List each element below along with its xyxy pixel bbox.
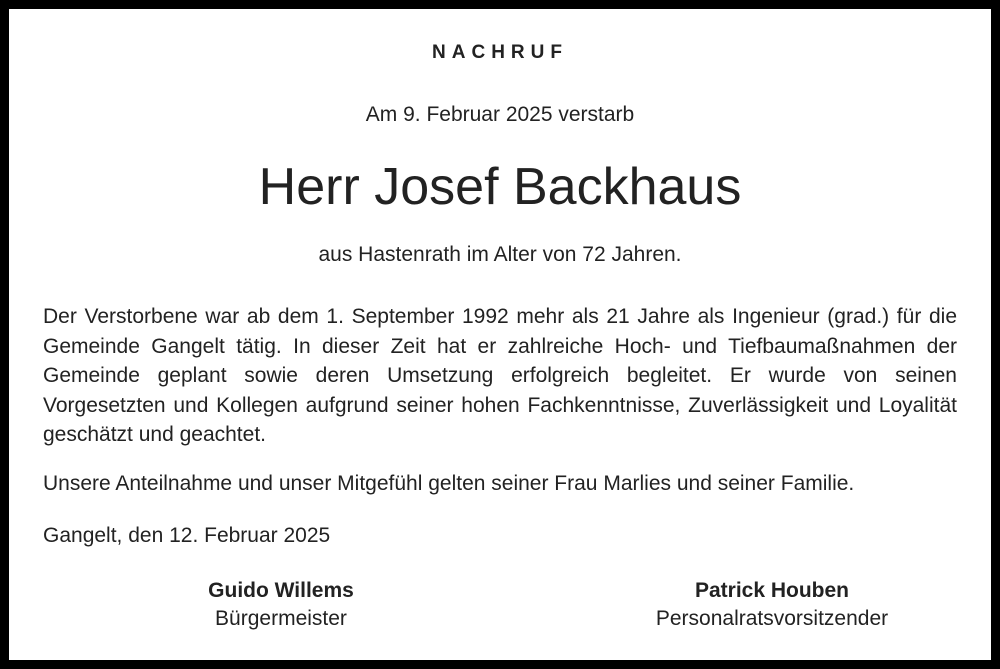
signatory-name: Guido Willems: [208, 579, 354, 602]
place-date: Gangelt, den 12. Februar 2025: [43, 524, 331, 547]
condolence-paragraph: Unsere Anteilnahme und unser Mitgefühl gelten seiner Frau Marlies und seiner Familie.: [43, 472, 855, 495]
signatory-name: Patrick Houben: [694, 579, 850, 602]
signatory: [81, 577, 481, 633]
origin-text: aus Hastenrath im Alter von 72 Jahren.: [318, 243, 682, 266]
signatory-title: Personalratsvorsitzender: [655, 607, 889, 630]
intro-text: Am 9. Februar 2025 verstarb: [365, 103, 635, 126]
signatory-title: Bürgermeister: [215, 607, 347, 630]
deceased-name: Herr Josef Backhaus: [258, 158, 742, 216]
heading: NACHRUF: [432, 42, 568, 63]
body-paragraph: Der Verstorbene war ab dem 1. September 1992 mehr als 21 Jahre als Ingenieur (grad.) für die Gemeinde Gangelt tätig. In dieser Zeit hat er zahlreiche Hoch- und Tiefbaumaßnahmen der Gemeinde geplant sowie deren Umsetzung erfolgreich begleitet. Er wurde von seinen Vorgesetzten und Kollegen aufgrund seiner hohen Fachkenntnisse, Zuverlässigkeit und Loyalität geschätzt und geachtet.: [43, 305, 957, 446]
signatory: [572, 577, 972, 633]
